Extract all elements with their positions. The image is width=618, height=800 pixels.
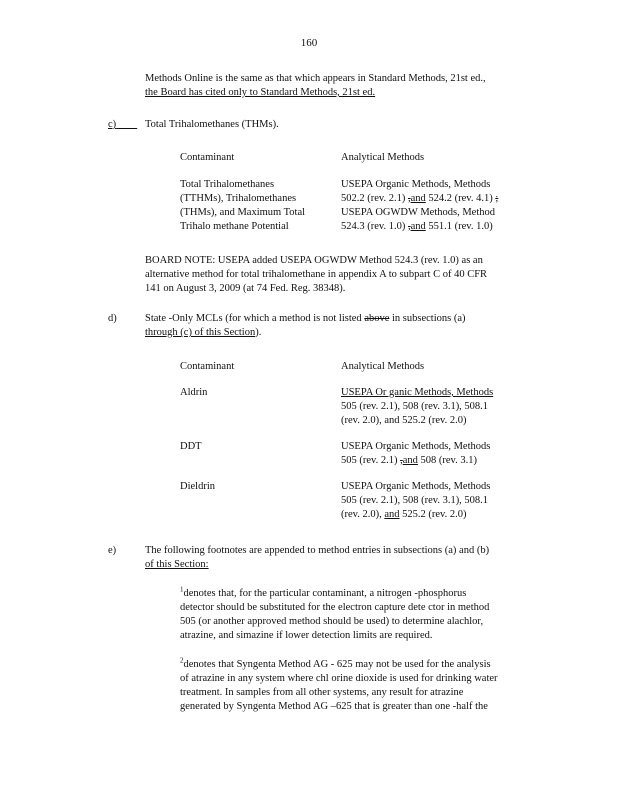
section-d-line-2: through (c) of this Section). [145,327,262,338]
method-line: USEPA Organic Methods, Methods [341,179,491,190]
contaminant-line: (TTHMs), Trihalomethanes [180,193,297,204]
method-line: 502.2 (rev. 2.1) ,and 524.2 (rev. 4.1) ; [341,193,499,204]
method-line: (rev. 2.0), and 525.2 (rev. 2.0) [341,509,467,520]
method-line: USEPA OGWDW Methods, Method [341,207,496,218]
methods-header: Analytical Methods [341,361,425,372]
footnote-1-line: 505 (or another approved method should be used) to determine alachlor, [180,616,484,627]
board-note-line: BOARD NOTE: USEPA added USEPA OGWDW Method 524.3 (rev. 1.0) as an [145,255,483,266]
contaminant-name: Aldrin [180,387,208,398]
footnote-2-line: of atrazine in any system where chl orine dioxide is used for drinking water [180,673,498,684]
footnote-marker: 2 [180,656,184,665]
section-d-label: d) [108,313,117,324]
section-d-line-1: State -Only MCLs (for which a method is not listed above in subsections (a) [145,313,466,324]
contaminant-header: Contaminant [180,152,235,163]
method-line: USEPA Organic Methods, Methods [341,441,491,452]
footnote-marker: 1 [180,585,184,594]
board-note-line: 141 on August 3, 2009 (at 74 Fed. Reg. 38348). [145,283,346,294]
footnote-1-line: $^1$denotes that, for the particular contaminant, a nitrogen -phosphorus [180,585,467,599]
contaminant-name: DDT [180,441,202,452]
contaminant-name: Dieldrin [180,481,215,492]
section-e-label: e) [108,545,117,556]
method-line: USEPA Or ganic Methods, Methods [341,387,494,398]
section-e-line-1: The following footnotes are appended to method entries in subsections (a) and (b) [145,545,490,556]
contaminant-header: Contaminant [180,361,235,372]
intro-line-1: Methods Online is the same as that which appears in Standard Methods, 21st ed., [145,73,486,84]
method-line: USEPA Organic Methods, Methods [341,481,491,492]
footnote-2-line: $^2$denotes that Syngenta Method AG - 625 may not be used for the analysis [180,656,491,670]
section-e-line-2: of this Section: [145,559,209,570]
method-line: 505 (rev. 2.1), 508 (rev. 3.1), 508.1 [341,495,489,506]
intro-line-2: the Board has cited only to Standard Methods, 21st ed. [145,87,376,98]
method-line: 524.3 (rev. 1.0) ,and 551.1 (rev. 1.0) [341,221,493,232]
footnote-1-line: detector should be substituted for the electron capture dete ctor in method [180,602,490,613]
footnote-2-line: generated by Syngenta Method AG –625 that is greater than one -half the [180,701,488,712]
method-line: 505 (rev. 2.1) ,and 508 (rev. 3.1) [341,455,477,466]
section-c-title: Total Trihalomethanes (THMs). [145,119,279,130]
methods-header: Analytical Methods [341,152,425,163]
contaminant-line: (THMs), and Maximum Total [180,207,306,218]
page-number: 160 [300,37,318,49]
footnote-2-line: treatment. In samples from all other systems, any result for atrazine [180,687,464,698]
contaminant-line: Total Trihalomethanes [180,179,275,190]
footnote-1-line: atrazine, and simazine if lower detection limits are required. [180,630,433,641]
board-note-line: alternative method for total trihalomethane in appendix A to subpart C of 40 CFR [145,269,488,280]
method-line: 505 (rev. 2.1), 508 (rev. 3.1), 508.1 [341,401,489,412]
contaminant-line: Trihalo methane Potential [180,221,289,232]
section-c-label: c) [108,119,117,130]
method-line: (rev. 2.0), and 525.2 (rev. 2.0) [341,415,467,426]
